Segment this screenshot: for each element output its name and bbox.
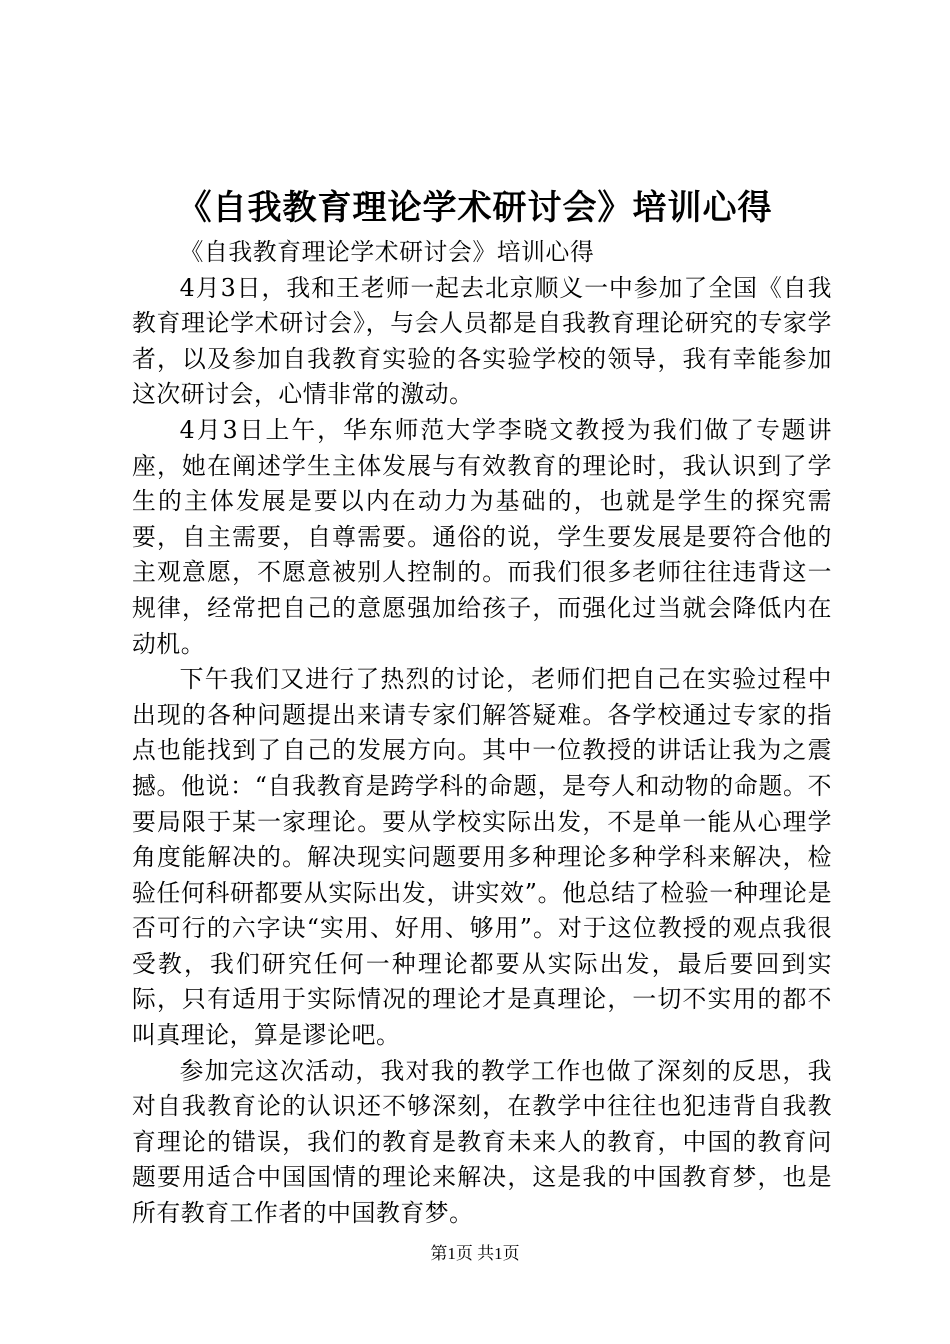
document-body (132, 235, 832, 1232)
paragraph: 4月3日，我和王老师一起去北京顺义一中参加了全国《自我教育理论学术研讨会》，与会人员都是自我教育理论研究的专家学者，以及参加自我教育实验的各实验学校的领导，我有幸能参加这次研讨会，心情非常的激动。 (132, 273, 832, 409)
paragraph: 参加完这次活动，我对我的教学工作也做了深刻的反思，我对自我教育论的认识还不够深刻，在教学中往往也犯违背自我教育理论的错误，我们的教育是教育未来人的教育，中国的教育问题要用适合中国国情的理论来解决，这是我的中国教育梦，也是所有教育工作者的中国教育梦。 (132, 1056, 832, 1228)
paragraph: 下午我们又进行了热烈的讨论，老师们把自己在实验过程中出现的各种问题提出来请专家们解答疑难。各学校通过专家的指点也能找到了自己的发展方向。其中一位教授的讲话让我为之震撼。他说：“自我教育是跨学科的命题，是夸人和动物的命题。不要局限于某一家理论。要从学校实际出发，不是单一能从心理学角度能解决的。解决现实问题要用多种理论多种学科来解决，检验任何科研都要从实际出发，讲实效”。他总结了检验一种理论是否可行的六字诀“实用、好用、够用”。对于这位教授的观点我很受教，我们研究任何一种理论都要从实际出发，最后要回到实际，只有适用于实际情况的理论才是真理论，一切不实用的都不叫真理论，算是谬论吧。 (132, 665, 832, 1050)
paragraph: 4月3日上午，华东师范大学李晓文教授为我们做了专题讲座，她在阐述学生主体发展与有效教育的理论时，我认识到了学生的主体发展是要以内在动力为基础的，也就是学生的探究需要，自主需要，自尊需要。通俗的说，学生要发展是要符合他的主观意愿，不愿意被别人控制的。而我们很多老师往往违背这一规律，经常把自己的意愿强加给孩子，而强化过当就会降低内在动机。 (132, 415, 832, 658)
document-title: 《自我教育理论学术研讨会》培训心得 (177, 188, 773, 228)
paragraph-subtitle: 《自我教育理论学术研讨会》培训心得 (179, 238, 595, 266)
page-number-footer: 第1页 共1页 (430, 1244, 520, 1263)
